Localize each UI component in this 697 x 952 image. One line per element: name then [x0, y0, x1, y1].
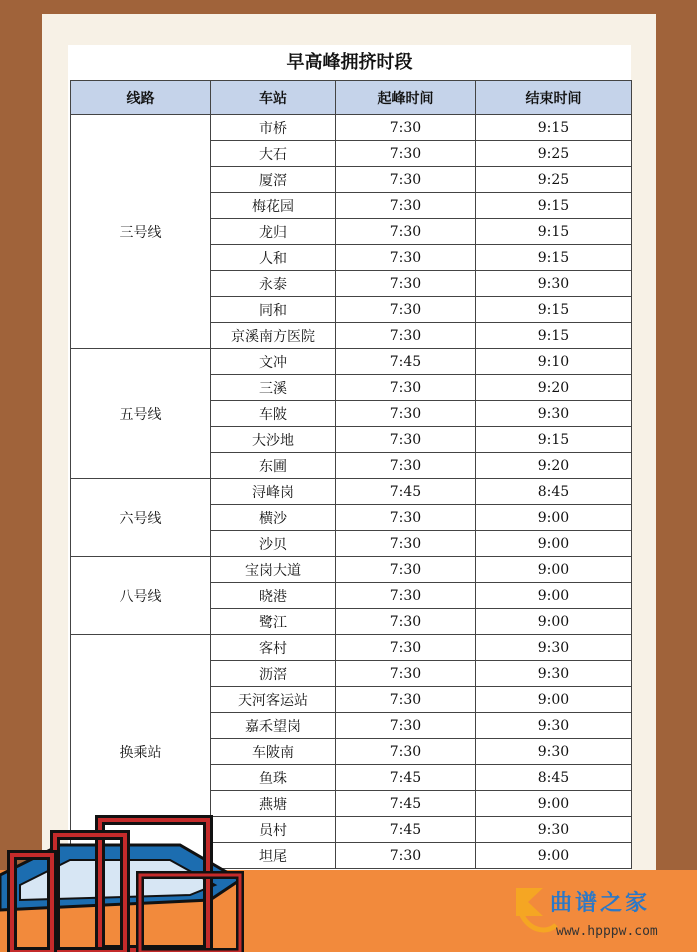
station-cell: 晓港: [211, 583, 336, 609]
station-cell: 车陂: [211, 401, 336, 427]
line-name-cell: 六号线: [71, 479, 211, 557]
start-time-cell: 7:30: [336, 219, 476, 245]
end-time-cell: 8:45: [476, 479, 632, 505]
start-time-cell: 7:30: [336, 661, 476, 687]
table-row: [71, 349, 632, 375]
end-time-cell: 9:30: [476, 401, 632, 427]
frame-top: [0, 0, 697, 10]
start-time-cell: 7:30: [336, 193, 476, 219]
start-time-cell: 7:45: [336, 349, 476, 375]
start-time-cell: 7:30: [336, 557, 476, 583]
end-time-cell: 9:00: [476, 843, 632, 869]
start-time-cell: 7:30: [336, 323, 476, 349]
station-cell: 大沙地: [211, 427, 336, 453]
end-time-cell: 9:15: [476, 193, 632, 219]
end-time-cell: 9:00: [476, 505, 632, 531]
station-cell: 客村: [211, 635, 336, 661]
start-time-cell: 7:30: [336, 271, 476, 297]
end-time-cell: 9:25: [476, 141, 632, 167]
table-body: [71, 115, 632, 869]
start-time-cell: 7:30: [336, 427, 476, 453]
station-cell: 京溪南方医院: [211, 323, 336, 349]
station-cell: 市桥: [211, 115, 336, 141]
start-time-cell: 7:30: [336, 531, 476, 557]
station-cell: 天河客运站: [211, 687, 336, 713]
start-time-cell: 7:30: [336, 401, 476, 427]
start-time-cell: 7:45: [336, 817, 476, 843]
end-time-cell: 9:30: [476, 271, 632, 297]
end-time-cell: 9:20: [476, 453, 632, 479]
line-name-cell: 八号线: [71, 557, 211, 635]
station-cell: 浔峰岗: [211, 479, 336, 505]
end-time-cell: 9:30: [476, 739, 632, 765]
station-cell: 车陂南: [211, 739, 336, 765]
station-cell: 厦滘: [211, 167, 336, 193]
table-row: [71, 557, 632, 583]
station-cell: 人和: [211, 245, 336, 271]
line-name-cell: 三号线: [71, 115, 211, 349]
start-time-cell: 7:30: [336, 245, 476, 271]
station-cell: 横沙: [211, 505, 336, 531]
column-header-station: 车站: [211, 81, 336, 115]
end-time-cell: 9:15: [476, 115, 632, 141]
station-cell: 嘉禾望岗: [211, 713, 336, 739]
line-name-cell: 换乘站: [71, 635, 211, 869]
watermark-name: 曲谱之家: [550, 891, 651, 916]
start-time-cell: 7:45: [336, 791, 476, 817]
end-time-cell: 9:30: [476, 661, 632, 687]
table-header-row: [71, 81, 632, 115]
page-title: 早高峰拥挤时段: [286, 52, 413, 73]
station-cell: 东圃: [211, 453, 336, 479]
end-time-cell: 9:25: [476, 167, 632, 193]
station-cell: 梅花园: [211, 193, 336, 219]
end-time-cell: 9:15: [476, 245, 632, 271]
line-name-cell: 五号线: [71, 349, 211, 479]
start-time-cell: 7:30: [336, 843, 476, 869]
start-time-cell: 7:30: [336, 713, 476, 739]
start-time-cell: 7:45: [336, 479, 476, 505]
end-time-cell: 9:30: [476, 713, 632, 739]
start-time-cell: 7:30: [336, 453, 476, 479]
start-time-cell: 7:30: [336, 115, 476, 141]
station-cell: 龙归: [211, 219, 336, 245]
station-cell: 永泰: [211, 271, 336, 297]
watermark-url: www.hpppw.com: [556, 924, 658, 939]
end-time-cell: 9:20: [476, 375, 632, 401]
station-cell: 大石: [211, 141, 336, 167]
start-time-cell: 7:30: [336, 167, 476, 193]
station-cell: 三溪: [211, 375, 336, 401]
end-time-cell: 9:15: [476, 323, 632, 349]
start-time-cell: 7:30: [336, 687, 476, 713]
column-header-line: 线路: [71, 81, 211, 115]
crowding-schedule-table: [70, 80, 632, 869]
column-header-end-time: 结束时间: [476, 81, 632, 115]
table-row: [71, 635, 632, 661]
station-cell: 鱼珠: [211, 765, 336, 791]
end-time-cell: 9:00: [476, 609, 632, 635]
start-time-cell: 7:30: [336, 141, 476, 167]
table-row: [71, 115, 632, 141]
station-cell: 沙贝: [211, 531, 336, 557]
station-cell: 员村: [211, 817, 336, 843]
end-time-cell: 9:30: [476, 817, 632, 843]
station-cell: 燕塘: [211, 791, 336, 817]
end-time-cell: 9:15: [476, 427, 632, 453]
end-time-cell: 9:00: [476, 583, 632, 609]
end-time-cell: 9:00: [476, 687, 632, 713]
end-time-cell: 9:10: [476, 349, 632, 375]
end-time-cell: 9:30: [476, 635, 632, 661]
end-time-cell: 9:00: [476, 531, 632, 557]
end-time-cell: 9:15: [476, 219, 632, 245]
end-time-cell: 9:15: [476, 297, 632, 323]
station-cell: 文冲: [211, 349, 336, 375]
column-header-start-time: 起峰时间: [336, 81, 476, 115]
start-time-cell: 7:30: [336, 505, 476, 531]
table-row: [71, 479, 632, 505]
end-time-cell: 9:00: [476, 791, 632, 817]
bench-illustration: [0, 815, 250, 952]
start-time-cell: 7:45: [336, 765, 476, 791]
station-cell: 宝岗大道: [211, 557, 336, 583]
start-time-cell: 7:30: [336, 297, 476, 323]
start-time-cell: 7:30: [336, 375, 476, 401]
station-cell: 沥滘: [211, 661, 336, 687]
start-time-cell: 7:30: [336, 739, 476, 765]
end-time-cell: 8:45: [476, 765, 632, 791]
start-time-cell: 7:30: [336, 635, 476, 661]
start-time-cell: 7:30: [336, 583, 476, 609]
start-time-cell: 7:30: [336, 609, 476, 635]
station-cell: 鹭江: [211, 609, 336, 635]
station-cell: 同和: [211, 297, 336, 323]
station-cell: 坦尾: [211, 843, 336, 869]
end-time-cell: 9:00: [476, 557, 632, 583]
